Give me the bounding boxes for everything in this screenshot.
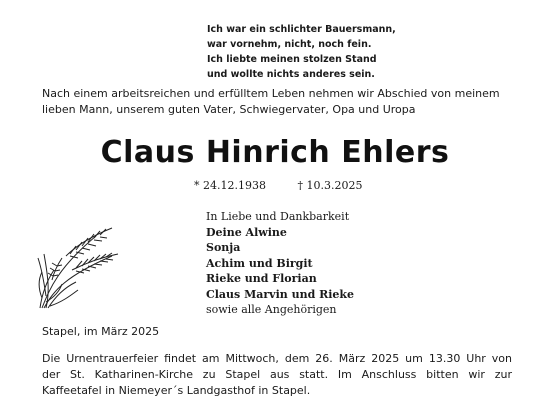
mourners-intro: In Liebe und Dankbarkeit: [206, 210, 350, 223]
poem-line: und wollte nichts anderes sein.: [207, 69, 375, 80]
poem-line: Ich liebte meinen stolzen Stand: [207, 54, 377, 65]
deceased-name: Claus Hinrich Ehlers: [100, 135, 450, 170]
intro-line: Nach einem arbeitsreichen und erfülltem Leben nehmen wir Abschied von meinem: [42, 87, 500, 100]
mourner-name: Achim und Birgit: [206, 256, 313, 270]
mourners-closing: sowie alle Angehörigen: [206, 303, 337, 316]
service-line: Die Urnentrauerfeier findet am Mittwoch, dem 26. März 2025 um 13.30 Uhr von: [42, 352, 512, 365]
poem-line: war vornehm, nicht, noch fein.: [207, 39, 372, 50]
mourners-list: [206, 209, 354, 318]
mourner-name: Sonja: [206, 241, 241, 254]
wheat-ears-icon: [36, 218, 126, 310]
life-dates: [194, 178, 362, 194]
birth-date: * 24.12.1938: [194, 179, 266, 192]
mourner-name: Claus Marvin und Rieke: [206, 287, 355, 301]
mourner-name: Rieke und Florian: [206, 272, 317, 285]
place-date: Stapel, im März 2025: [42, 325, 160, 338]
intro-text: [42, 86, 512, 118]
service-line: Kaffeetafel in Niemeyer´s Landgasthof in Stapel.: [42, 384, 311, 397]
service-line: der St. Katharinen-Kirche zu Stapel aus statt. Im Anschluss bitten wir zur: [42, 368, 512, 381]
service-notice: [42, 351, 512, 399]
poem: [207, 22, 396, 82]
intro-line: lieben Mann, unserem guten Vater, Schwiegervater, Opa und Uropa: [42, 103, 416, 116]
poem-line: Ich war ein schlichter Bauersmann,: [207, 24, 396, 35]
mourner-name: Deine Alwine: [206, 225, 287, 239]
death-date: † 10.3.2025: [297, 179, 363, 192]
